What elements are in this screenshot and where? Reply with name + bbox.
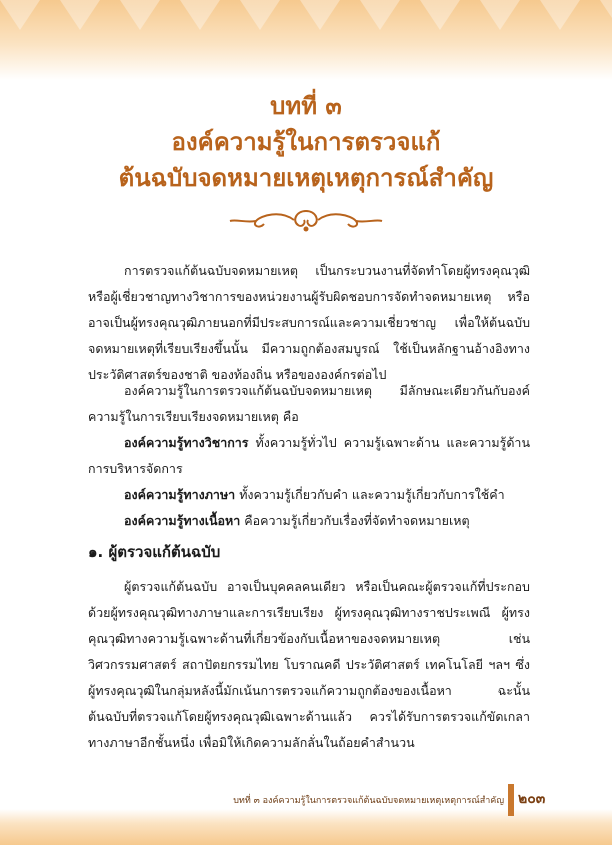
item-term: องค์ความรู้ทางภาษา [124,487,236,502]
item-term: องค์ความรู้ทางเนื้อหา [124,513,241,528]
knowledge-paragraph [88,378,530,534]
footer-decorative-band [0,809,612,845]
top-pattern-icon [0,0,612,80]
footer-accent-bar [508,784,514,816]
top-decorative-band [0,0,612,80]
section-paragraph: ผู้ตรวจแก้ต้นฉบับ อาจเป็นบุคคลคนเดียว หรือเป็นคณะผู้ตรวจแก้ที่ประกอบด้วยผู้ทรงคุณวุฒิทางภาษาและการเรียบเรียง ผู้ทรงคุณวุฒิทางราชประเพณี ผู้ทรงคุณวุฒิทางความรู้เฉพาะด้านที่เกี่ยวข้องกับเนื้อหาของจดหมายเหตุ เช่น วิศวกรรมศาสตร์ สถาปัตยกรรมไทย โบราณคดี ประวัติศาสตร์ เทคโนโลยี ฯลฯ ซึ่งผู้ทรงคุณวุฒิในกลุ่มหลังนี้มักเน้นการตรวจแก้ความถูกต้องของเนื้อหา ฉะนั้น ต้นฉบับที่ตรวจแก้โดยผู้ทรงคุณวุฒิเฉพาะด้านแล้ว ควรได้รับการตรวจแก้ขัดเกลาทางภาษาอีกชั้นหนึ่ง เพื่อมิให้เกิดความลักลั่นในถ้อยคำสำนวน [88,579,530,750]
list-item [88,430,530,482]
page-number: ๒๐๓ [518,791,546,807]
item-term: องค์ความรู้ทางวิชาการ [124,435,249,450]
chapter-title-line-3: ต้นฉบับจดหมายเหตุเหตุการณ์สำคัญ [118,164,494,192]
chapter-title-line-2: องค์ความรู้ในการตรวจแก้ [171,128,441,156]
page-footer [0,770,612,845]
list-item [88,508,530,534]
list-item [88,482,530,508]
item-desc: ทั้งความรู้เกี่ยวกับคำ และความรู้เกี่ยวกับการใช้คำ [235,487,505,502]
ornament-divider-icon [226,205,386,235]
knowledge-intro: องค์ความรู้ในการตรวจแก้ต้นฉบับจดหมายเหตุ มีลักษณะเดียวกันกับองค์ความรู้ในการเรียบเรียงจดหมายเหตุ คือ [88,383,530,424]
item-desc: ทั้งความรู้ทั่วไป ความรู้เฉพาะด้าน และความรู้ด้านการบริหารจัดการ [88,435,530,476]
running-title: บทที่ ๓ องค์ความรู้ในการตรวจแก้ต้นฉบับจดหมายเหตุเหตุการณ์สำคัญ [233,796,504,806]
chapter-title [0,88,612,196]
intro-paragraph: การตรวจแก้ต้นฉบับจดหมายเหตุ เป็นกระบวนงานที่จัดทำโดยผู้ทรงคุณวุฒิหรือผู้เชี่ยวชาญทางวิชาการของหน่วยงานผู้รับผิดชอบการจัดทำจดหมายเหตุ หรืออาจเป็นผู้ทรงคุณวุฒิภายนอกที่มีประสบการณ์และความเชี่ยวชาญ เพื่อให้ต้นฉบับจดหมายเหตุที่เรียบเรียงขึ้นนั้น มีความถูกต้องสมบูรณ์ ใช้เป็นหลักฐานอ้างอิงทางประวัติศาสตร์ของชาติ ของท้องถิ่น หรือขององค์กรต่อไป [88,263,530,382]
chapter-number: บทที่ ๓ [270,92,342,120]
section-heading: ๑. ผู้ตรวจแก้ต้นฉบับ [88,543,221,561]
item-desc: คือความรู้เกี่ยวกับเรื่องที่จัดทำจดหมายเหตุ [240,513,470,528]
